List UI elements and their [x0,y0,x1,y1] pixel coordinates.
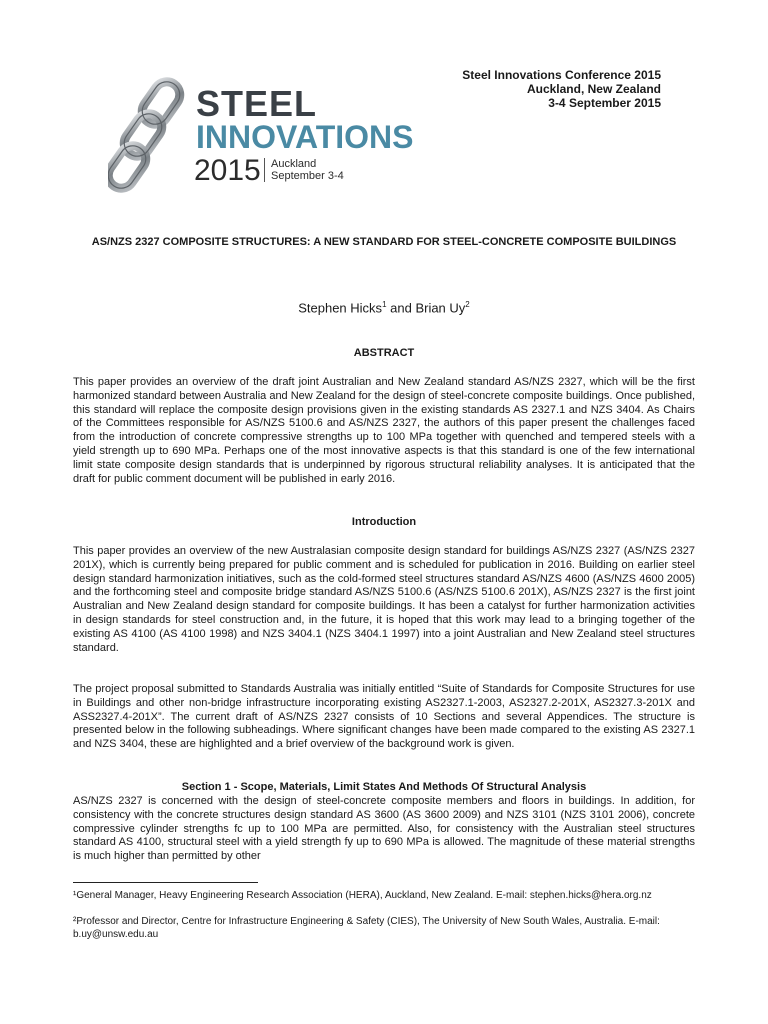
logo-divider [264,158,265,182]
introduction-paragraph-2: The project proposal submitted to Standards Australia was initially entitled “Suite of Standards for Composite Structures for use in Buildings and other non-bridge infrastructure incorporating existing AS2327.1-2003, AS2327.2-201X, AS2327.3-201X and ASS2327.4-201X”. The current draft of AS/NZS 2327 consists of 10 Sections and several Appendices. The structure is presented below in the following subheadings. Where significant changes have been made compared to the existing AS 2327.1 and NZS 3404, these are highlighted and a brief overview of the background work is given. [73,683,695,751]
author-1-affiliation: 1 [382,300,387,309]
logo-date: September 3-4 [271,170,344,182]
conference-dates: 3-4 September 2015 [548,96,661,110]
introduction-paragraph-1: This paper provides an overview of the new Australasian composite design standard for buildings AS/NZS 2327 (AS/NZS 2327 201X), which is currently being prepared for public comment and is scheduled for publication in 2016. Building on earlier steel design standard harmonization initiatives, such as the cold-formed steel structures standard AS/NZS 4600 (AS/NZS 4600 2005) and the forthcoming steel and composite bridge standard AS/NZS 5100.6 (AS/NZS 5100.6 201X), AS/NZS 2327 is the first joint Australian and New Zealand design standard for composite buildings. It has been a catalyst for further harmonization activities in design standards for steel construction and, in the future, it is hoped that this work may lead to a bringing together of the existing AS 4100 (AS 4100 1998) and NZS 3404.1 (NZS 3404.1 1997) into a joint Australian and New Zealand steel structures standard. [73,545,695,654]
conference-header [462,68,661,110]
author-2-affiliation: 2 [465,300,470,309]
logo-steel: STEEL [196,83,318,124]
logo-city-date [271,158,344,182]
logo-year: 2015 [194,154,261,187]
abstract-text: This paper provides an overview of the draft joint Australian and New Zealand standard AS/NZS 2327, which will be the first harmonized standard between Australia and New Zealand for the design of steel-concrete composite buildings. Once published, this standard will replace the composite design provisions given in the existing standards AS 2327.1 and NZS 3404. As Chairs of the Committees responsible for AS/NZS 5100.6 and AS/NZS 2327, the authors of this paper present the challenges faced from the introduction of concrete compressive strengths up to 100 MPa together with quenched and tempered steels with a yield strength up to 690 MPa. Perhaps one of the most innovative aspects is that this standard is one of the few international limit state composite design standards that is underpinned by rigorous structural reliability analyses. It is anticipated that the draft for public comment document will be published in early 2016. [73,376,695,485]
author-and: and [386,300,416,316]
author-2: Brian Uy [415,300,466,316]
footnote-divider [73,882,258,883]
logo-innovations: INNOVATIONS [196,119,414,155]
footnote-2: ²Professor and Director, Centre for Infrastructure Engineering & Safety (CIES), The University of New South Wales, Australia. E-mail: b.uy@unsw.edu.au [73,916,660,940]
paper-authors [76,297,692,316]
author-1: Stephen Hicks [298,300,383,316]
footnote-1: ¹General Manager, Heavy Engineering Research Association (HERA), Auckland, New Zealand. E-mail: stephen.hicks@hera.org.nz [73,890,652,901]
conference-location: Auckland, New Zealand [526,82,661,96]
conference-name: Steel Innovations Conference 2015 [462,68,661,82]
paper-title: AS/NZS 2327 COMPOSITE STRUCTURES: A NEW STANDARD FOR STEEL-CONCRETE COMPOSITE BUILDINGS [91,236,677,248]
introduction-heading: Introduction [351,516,417,528]
steel-innovations-logo [108,74,418,200]
abstract-heading: ABSTRACT [353,347,415,359]
section-1-paragraph: AS/NZS 2327 is concerned with the design of steel-concrete composite members and floors in buildings. In addition, for consistency with the concrete structures design standard AS 3600 (AS 3600 2009) and NZS 3101 (NZS 3101 2006), concrete compressive cylinder strengths fc up to 100 MPa are permitted. Also, for consistency with the Australian steel structures standard AS 4100, structural steel with a yield strength fy up to 690 MPa is allowed. The magnitude of these material strengths is much higher than permitted by other [73,795,695,863]
section-1-heading: Section 1 - Scope, Materials, Limit States And Methods Of Structural Analysis [181,781,587,793]
chain-links-icon [108,74,192,200]
logo-city: Auckland [271,158,317,170]
